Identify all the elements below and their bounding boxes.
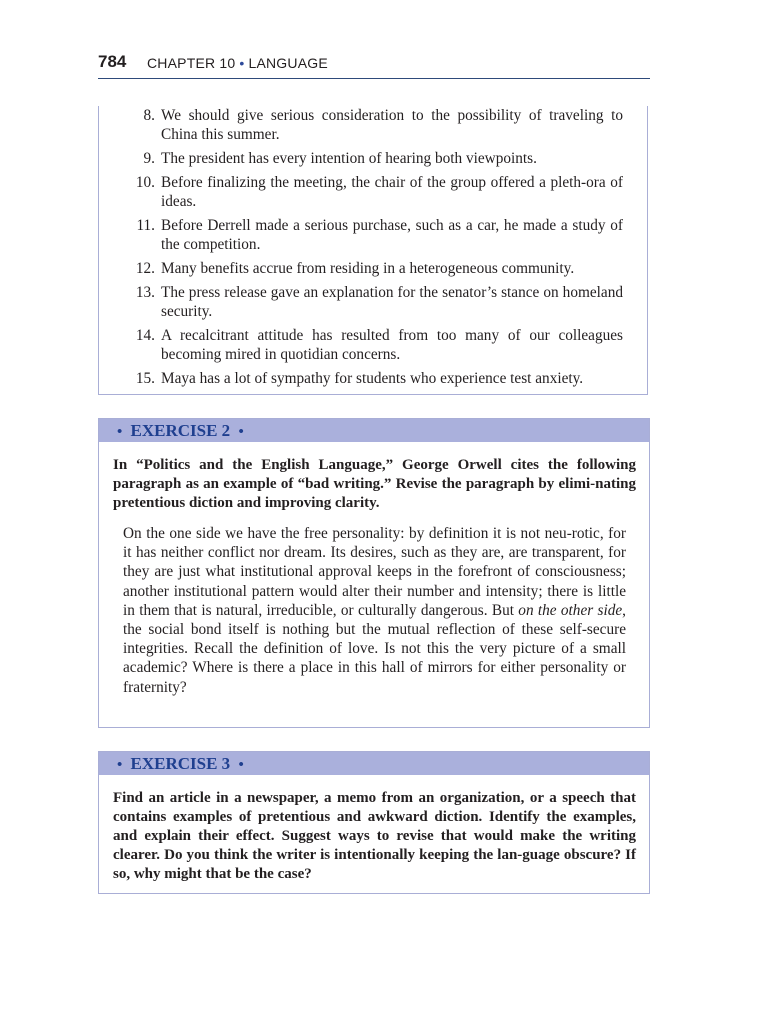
exercise-2-title: EXERCISE 2 xyxy=(130,421,231,440)
list-item xyxy=(123,369,623,388)
item-number: 8. xyxy=(143,107,155,124)
bullet-icon: • xyxy=(117,424,123,440)
item-text: A recalcitrant attitude has resulted from too many of our colleagues becoming mired in quotidian concerns. xyxy=(161,327,623,363)
running-head xyxy=(147,55,328,71)
item-text: Many benefits accrue from residing in a heterogeneous community. xyxy=(161,260,575,277)
item-number: 14. xyxy=(135,327,155,344)
exercise-3-prompt: Find an article in a newspaper, a memo from an organization, or a speech that contains examples of pretentious and awkward diction. Identify the examples, and explain their effect. Suggest ways to revise that would make the writing clearer. Do you think the writer is intentionally keeping the lan-guage obscure? If so, why might that be the case? xyxy=(113,790,636,882)
exercise-list-box xyxy=(98,106,648,395)
orwell-quote xyxy=(99,513,649,697)
list-item xyxy=(123,283,623,321)
item-number: 15. xyxy=(135,370,155,387)
exercise-3-title: EXERCISE 3 xyxy=(130,754,231,773)
exercise-list xyxy=(123,106,623,393)
list-item xyxy=(123,326,623,364)
exercise-2-header xyxy=(99,419,649,442)
item-text: Before finalizing the meeting, the chair of the group offered a pleth-ora of ideas. xyxy=(161,174,623,210)
item-number: 9. xyxy=(143,150,155,167)
item-text: Before Derrell made a serious purchase, such as a car, he made a study of the competition. xyxy=(161,217,623,253)
item-number: 13. xyxy=(135,284,155,301)
list-item xyxy=(123,216,623,254)
list-item xyxy=(123,173,623,211)
item-number: 11. xyxy=(136,217,155,234)
exercise-2-prompt: In “Politics and the English Language,” George Orwell cites the following paragraph as an example of “bad writing.” Revise the paragraph by elimi-nating pretentious diction and improving clarity. xyxy=(113,457,636,511)
list-item xyxy=(123,259,623,278)
quote-italic: on the other side xyxy=(518,601,623,619)
item-text: The president has every intention of hearing both viewpoints. xyxy=(161,150,537,167)
item-text: The press release gave an explanation for the senator’s stance on homeland security. xyxy=(161,284,623,320)
page-number: 784 xyxy=(98,52,127,71)
item-number: 10. xyxy=(135,174,155,191)
item-text: We should give serious consideration to the possibility of traveling to China this summer. xyxy=(161,107,623,143)
exercise-3-box xyxy=(98,751,650,894)
list-item xyxy=(123,149,623,168)
quote-text-after: , the social bond itself is nothing but the mutual reflection of these self-secure integrities. Recall the definition of love. Is not this the very picture of a small academic? Where is there a place in this hall of mirrors for either personality or fraternity? xyxy=(123,601,626,696)
bullet-icon: • xyxy=(117,757,123,773)
quote-text-before: On the one side we have the free personality: by definition it is not neu-rotic, for it has neither conflict nor dream. Its desires, such as they are, are transparent, for they are just what institutional approval keeps in the forefront of consciousness; another institutional pattern would alter their number and intensity; there is little in them that is natural, irreducible, or culturally dangerous. But xyxy=(123,525,626,619)
bullet-icon: • xyxy=(238,424,244,440)
chapter-label: CHAPTER 10 xyxy=(147,55,236,71)
item-text: Maya has a lot of sympathy for students who experience test anxiety. xyxy=(161,370,584,387)
exercise-2-box xyxy=(98,418,650,728)
item-number: 12. xyxy=(135,260,155,277)
page-header xyxy=(98,50,650,79)
bullet-separator: • xyxy=(239,55,245,71)
section-label: LANGUAGE xyxy=(248,55,328,71)
list-item xyxy=(123,106,623,144)
exercise-3-header xyxy=(99,752,649,775)
bullet-icon: • xyxy=(238,757,244,773)
